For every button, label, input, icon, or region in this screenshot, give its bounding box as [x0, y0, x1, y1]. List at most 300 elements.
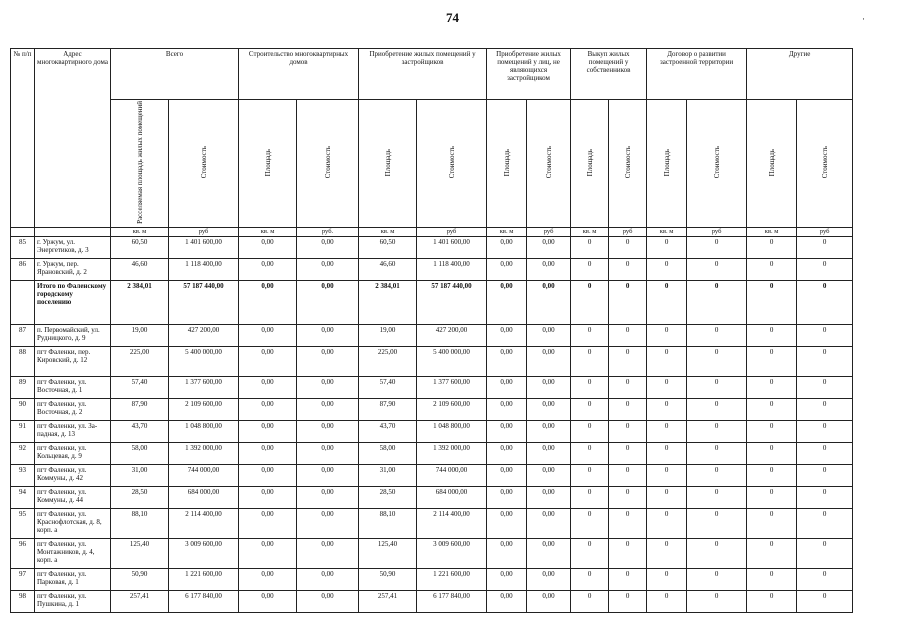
value-cell: 0: [797, 236, 853, 258]
value-cell: 0: [571, 280, 609, 324]
value-cell: 1 048 800,00: [417, 420, 487, 442]
value-cell: 50,90: [359, 568, 417, 590]
value-cell: 0: [647, 258, 687, 280]
group-header-total: Всего: [111, 49, 239, 100]
value-cell: 0: [571, 486, 609, 508]
value-cell: 0,00: [297, 258, 359, 280]
value-cell: 0: [797, 486, 853, 508]
value-cell: 0: [571, 346, 609, 376]
value-cell: 1 377 600,00: [417, 376, 487, 398]
value-cell: 0: [571, 376, 609, 398]
row-address: пгт Фаленки, ул. Парковая, д. 1: [35, 568, 111, 590]
value-cell: 0: [747, 486, 797, 508]
value-cell: 0: [797, 568, 853, 590]
value-cell: 43,70: [111, 420, 169, 442]
total-row: [11, 280, 853, 324]
subheader-cell: [417, 100, 487, 228]
value-cell: 0,00: [487, 346, 527, 376]
value-cell: 0: [609, 420, 647, 442]
value-cell: 0: [747, 420, 797, 442]
unit-cell: руб: [169, 227, 239, 236]
value-cell: 0: [797, 508, 853, 538]
value-cell: 0: [797, 346, 853, 376]
value-cell: 0,00: [297, 324, 359, 346]
value-cell: 0: [647, 376, 687, 398]
value-cell: 0: [687, 324, 747, 346]
table-row: [11, 236, 853, 258]
value-cell: 0,00: [297, 486, 359, 508]
value-cell: 0: [609, 568, 647, 590]
value-cell: 0,00: [527, 486, 571, 508]
table-row: [11, 258, 853, 280]
value-cell: 0: [747, 508, 797, 538]
value-cell: 744 000,00: [417, 464, 487, 486]
value-cell: 0: [609, 486, 647, 508]
value-cell: 0: [797, 280, 853, 324]
unit-cell: кв. м: [239, 227, 297, 236]
value-cell: 0: [571, 464, 609, 486]
group-header-developers: Приобретение жилых помещений у застройщиков: [359, 49, 487, 100]
value-cell: 0: [571, 442, 609, 464]
value-cell: 0,00: [527, 324, 571, 346]
value-cell: 0: [609, 346, 647, 376]
value-cell: 0: [747, 258, 797, 280]
value-cell: 19,00: [359, 324, 417, 346]
unit-cell: руб: [609, 227, 647, 236]
value-cell: 2 384,01: [359, 280, 417, 324]
table-row: [11, 590, 853, 612]
value-cell: 0,00: [239, 442, 297, 464]
row-number: 97: [11, 568, 35, 590]
value-cell: 0: [687, 442, 747, 464]
row-number: 91: [11, 420, 35, 442]
unit-cell-empty: [11, 227, 35, 236]
value-cell: 0: [647, 464, 687, 486]
unit-cell: кв. м: [359, 227, 417, 236]
value-cell: 0: [687, 236, 747, 258]
value-cell: 0: [647, 442, 687, 464]
value-cell: 0,00: [527, 280, 571, 324]
value-cell: 0: [571, 568, 609, 590]
row-number: 86: [11, 258, 35, 280]
value-cell: 0: [797, 590, 853, 612]
value-cell: 6 177 840,00: [417, 590, 487, 612]
row-address: п. Первомайский, ул. Рудницкого, д. 9: [35, 324, 111, 346]
value-cell: 57 187 440,00: [169, 280, 239, 324]
value-cell: 5 400 000,00: [169, 346, 239, 376]
value-cell: 0,00: [487, 236, 527, 258]
value-cell: 0: [797, 376, 853, 398]
value-cell: 0: [747, 398, 797, 420]
group-header-non-developers: Приобретение жилых помещений у лиц, не являющихся застройщиком: [487, 49, 571, 100]
group-header-other: Другие: [747, 49, 853, 100]
subheader-label: Стоимость: [447, 146, 456, 179]
row-number: 85: [11, 236, 35, 258]
row-number: [11, 280, 35, 324]
value-cell: 0: [609, 508, 647, 538]
row-address: пгт Фаленки, ул. Восточная, д. 2: [35, 398, 111, 420]
value-cell: 0: [687, 280, 747, 324]
value-cell: 0,00: [487, 464, 527, 486]
group-header-construction: Строительство многоквартирных домов: [239, 49, 359, 100]
value-cell: 0,00: [487, 442, 527, 464]
value-cell: 744 000,00: [169, 464, 239, 486]
value-cell: 19,00: [111, 324, 169, 346]
value-cell: 0,00: [297, 346, 359, 376]
value-cell: 0: [687, 464, 747, 486]
value-cell: 0,00: [487, 590, 527, 612]
row-address: пгт Фаленки, ул. Коммуны, д. 42: [35, 464, 111, 486]
value-cell: 0,00: [297, 398, 359, 420]
value-cell: 3 009 600,00: [417, 538, 487, 568]
row-number: 94: [11, 486, 35, 508]
value-cell: 1 118 400,00: [169, 258, 239, 280]
row-number: 96: [11, 538, 35, 568]
table-row: [11, 324, 853, 346]
value-cell: 0,00: [297, 442, 359, 464]
value-cell: 0: [609, 236, 647, 258]
value-cell: 0: [571, 398, 609, 420]
subheader-label: Стоимость: [712, 146, 721, 179]
unit-cell: руб.: [297, 227, 359, 236]
value-cell: 0,00: [527, 398, 571, 420]
unit-cell: кв. м: [571, 227, 609, 236]
subheader-label: Стоимость: [820, 146, 829, 179]
value-cell: 0,00: [527, 590, 571, 612]
value-cell: 0: [747, 280, 797, 324]
value-cell: 0,00: [239, 236, 297, 258]
subheader-label: Стоимость: [199, 146, 208, 179]
subheader-cell: [647, 100, 687, 228]
value-cell: 225,00: [359, 346, 417, 376]
value-cell: 0: [647, 508, 687, 538]
row-number: 95: [11, 508, 35, 538]
value-cell: 0: [571, 420, 609, 442]
value-cell: 0: [797, 258, 853, 280]
value-cell: 0,00: [487, 376, 527, 398]
value-cell: 0,00: [527, 258, 571, 280]
value-cell: 31,00: [111, 464, 169, 486]
value-cell: 0,00: [297, 538, 359, 568]
value-cell: 46,60: [359, 258, 417, 280]
value-cell: 0: [647, 590, 687, 612]
value-cell: 0,00: [239, 590, 297, 612]
value-cell: 6 177 840,00: [169, 590, 239, 612]
value-cell: 0,00: [527, 508, 571, 538]
unit-cell: руб: [417, 227, 487, 236]
value-cell: 257,41: [111, 590, 169, 612]
value-cell: 0: [571, 258, 609, 280]
value-cell: 0: [609, 442, 647, 464]
subheader-label: Площадь: [767, 148, 776, 177]
value-cell: 0,00: [297, 508, 359, 538]
unit-cell: кв. м: [111, 227, 169, 236]
subheader-cell: [609, 100, 647, 228]
value-cell: 1 118 400,00: [417, 258, 487, 280]
subheader-cell: [571, 100, 609, 228]
value-cell: 0,00: [297, 280, 359, 324]
value-cell: 0,00: [239, 324, 297, 346]
value-cell: 0,00: [297, 464, 359, 486]
value-cell: 0,00: [487, 508, 527, 538]
value-cell: 0,00: [527, 420, 571, 442]
num-header: № п/п: [11, 49, 35, 228]
page-number: 74: [446, 10, 459, 25]
value-cell: 0,00: [487, 280, 527, 324]
group-header-buyout: Выкуп жилых помещений у собственников: [571, 49, 647, 100]
unit-cell: руб: [797, 227, 853, 236]
value-cell: 87,90: [111, 398, 169, 420]
group-header-territory: Договор о развитии застроенной территории: [647, 49, 747, 100]
value-cell: 88,10: [111, 508, 169, 538]
value-cell: 0: [747, 590, 797, 612]
row-number: 88: [11, 346, 35, 376]
unit-cell: руб: [687, 227, 747, 236]
value-cell: 0: [747, 346, 797, 376]
row-address: пгт Фаленки, ул. Кольцевая, д. 9: [35, 442, 111, 464]
value-cell: 0: [647, 486, 687, 508]
row-address: пгт Фаленки, ул. За-падная, д. 13: [35, 420, 111, 442]
row-address: пгт Фаленки, ул. Пушкина, д. 1: [35, 590, 111, 612]
value-cell: 0: [647, 538, 687, 568]
subheader-label: Площадь: [502, 148, 511, 177]
value-cell: 5 400 000,00: [417, 346, 487, 376]
value-cell: 0: [687, 258, 747, 280]
table-row: [11, 420, 853, 442]
value-cell: 0: [571, 590, 609, 612]
value-cell: 0: [687, 568, 747, 590]
value-cell: 0: [647, 568, 687, 590]
row-number: 90: [11, 398, 35, 420]
value-cell: 0: [647, 398, 687, 420]
value-cell: 1 392 000,00: [169, 442, 239, 464]
value-cell: 0: [609, 464, 647, 486]
value-cell: 0: [647, 324, 687, 346]
value-cell: 60,50: [111, 236, 169, 258]
value-cell: 0: [797, 538, 853, 568]
table-row: [11, 442, 853, 464]
value-cell: 2 384,01: [111, 280, 169, 324]
value-cell: 0: [797, 324, 853, 346]
value-cell: 50,90: [111, 568, 169, 590]
value-cell: 1 048 800,00: [169, 420, 239, 442]
value-cell: 0,00: [297, 568, 359, 590]
value-cell: 1 377 600,00: [169, 376, 239, 398]
row-number: 87: [11, 324, 35, 346]
value-cell: 0,00: [239, 398, 297, 420]
row-number: 89: [11, 376, 35, 398]
value-cell: 0: [609, 376, 647, 398]
value-cell: 1 392 000,00: [417, 442, 487, 464]
value-cell: 0,00: [239, 464, 297, 486]
subheader-label: Площадь: [263, 148, 272, 177]
row-address: пгт Фаленки, пер. Кировский, д. 12: [35, 346, 111, 376]
value-cell: 2 114 400,00: [169, 508, 239, 538]
value-cell: 0: [647, 420, 687, 442]
table-row: [11, 376, 853, 398]
value-cell: 0: [797, 398, 853, 420]
value-cell: 28,50: [111, 486, 169, 508]
value-cell: 3 009 600,00: [169, 538, 239, 568]
value-cell: 0,00: [239, 420, 297, 442]
table-row: [11, 346, 853, 376]
row-address: Итого по Фаленскому городскому поселению: [35, 280, 111, 324]
row-address: пгт Фаленки, ул. Восточная, д. 1: [35, 376, 111, 398]
value-cell: 225,00: [111, 346, 169, 376]
subheader-cell: [297, 100, 359, 228]
value-cell: 0: [747, 324, 797, 346]
value-cell: 0,00: [239, 346, 297, 376]
value-cell: 0,00: [239, 508, 297, 538]
value-cell: 88,10: [359, 508, 417, 538]
value-cell: 58,00: [359, 442, 417, 464]
subheader-cell: [359, 100, 417, 228]
value-cell: 427 200,00: [169, 324, 239, 346]
subheader-label: Стоимость: [623, 146, 632, 179]
value-cell: 0: [647, 280, 687, 324]
value-cell: 427 200,00: [417, 324, 487, 346]
row-number: 93: [11, 464, 35, 486]
subheader-label: Площадь: [383, 148, 392, 177]
value-cell: 0: [571, 324, 609, 346]
value-cell: 0,00: [527, 464, 571, 486]
value-cell: 0,00: [239, 280, 297, 324]
value-cell: 0,00: [297, 236, 359, 258]
corner-mark: ·: [862, 14, 865, 24]
value-cell: 31,00: [359, 464, 417, 486]
value-cell: 0: [797, 442, 853, 464]
row-number: 98: [11, 590, 35, 612]
value-cell: 0: [609, 258, 647, 280]
unit-cell: руб: [527, 227, 571, 236]
subheader-cell: [527, 100, 571, 228]
subheader-cell: [797, 100, 853, 228]
value-cell: 0: [571, 236, 609, 258]
value-cell: 0: [571, 538, 609, 568]
value-cell: 0: [609, 280, 647, 324]
value-cell: 0: [747, 442, 797, 464]
value-cell: 0,00: [487, 258, 527, 280]
value-cell: 0,00: [487, 398, 527, 420]
value-cell: 2 114 400,00: [417, 508, 487, 538]
value-cell: 0,00: [239, 538, 297, 568]
subheader-cell: [687, 100, 747, 228]
value-cell: 0,00: [239, 568, 297, 590]
value-cell: 0: [797, 420, 853, 442]
row-address: пгт Фаленки, ул. Краснофлотская, д. 8, корп. а: [35, 508, 111, 538]
housing-table: [10, 48, 853, 613]
subheader-label: Площадь: [585, 148, 594, 177]
value-cell: 57 187 440,00: [417, 280, 487, 324]
value-cell: 0: [797, 464, 853, 486]
subheader-cell: [747, 100, 797, 228]
value-cell: 0: [687, 398, 747, 420]
value-cell: 0,00: [239, 376, 297, 398]
value-cell: 0,00: [487, 486, 527, 508]
unit-cell: кв. м: [487, 227, 527, 236]
subheader-label: Площадь: [662, 148, 671, 177]
row-address: г. Уржум, ул. Энергетиков, д. 3: [35, 236, 111, 258]
value-cell: 125,40: [359, 538, 417, 568]
value-cell: 0,00: [527, 442, 571, 464]
value-cell: 0,00: [487, 324, 527, 346]
value-cell: 0: [647, 236, 687, 258]
value-cell: 0: [747, 538, 797, 568]
value-cell: 0,00: [527, 568, 571, 590]
value-cell: 60,50: [359, 236, 417, 258]
value-cell: 0,00: [527, 376, 571, 398]
value-cell: 1 221 600,00: [417, 568, 487, 590]
value-cell: 0: [571, 508, 609, 538]
value-cell: 0: [747, 236, 797, 258]
value-cell: 1 401 600,00: [417, 236, 487, 258]
unit-cell: кв. м: [747, 227, 797, 236]
value-cell: 0,00: [297, 420, 359, 442]
value-cell: 684 000,00: [169, 486, 239, 508]
value-cell: 0: [747, 568, 797, 590]
value-cell: 0: [647, 346, 687, 376]
unit-cell: кв. м: [647, 227, 687, 236]
row-address: г. Уржум, пер. Ярановский, д. 2: [35, 258, 111, 280]
value-cell: 257,41: [359, 590, 417, 612]
value-cell: 0,00: [297, 590, 359, 612]
subheader-cell: [111, 100, 169, 228]
subheader-cell: [169, 100, 239, 228]
value-cell: 28,50: [359, 486, 417, 508]
value-cell: 58,00: [111, 442, 169, 464]
value-cell: 0,00: [487, 420, 527, 442]
value-cell: 0: [687, 508, 747, 538]
value-cell: 0: [687, 376, 747, 398]
address-header: Адрес многоквартирного дома: [35, 49, 111, 228]
value-cell: 0,00: [527, 236, 571, 258]
value-cell: 57,40: [111, 376, 169, 398]
value-cell: 0,00: [527, 538, 571, 568]
value-cell: 0: [687, 346, 747, 376]
value-cell: 2 109 600,00: [417, 398, 487, 420]
value-cell: 0: [747, 464, 797, 486]
value-cell: 87,90: [359, 398, 417, 420]
value-cell: 0,00: [487, 568, 527, 590]
subheader-label: Расселяемая площадь жилых помещений: [135, 101, 144, 224]
value-cell: 1 401 600,00: [169, 236, 239, 258]
value-cell: 46,60: [111, 258, 169, 280]
value-cell: 0: [609, 324, 647, 346]
value-cell: 57,40: [359, 376, 417, 398]
row-number: 92: [11, 442, 35, 464]
value-cell: 0,00: [239, 258, 297, 280]
value-cell: 684 000,00: [417, 486, 487, 508]
value-cell: 0,00: [297, 376, 359, 398]
value-cell: 0: [609, 590, 647, 612]
table-row: [11, 486, 853, 508]
value-cell: 0,00: [239, 486, 297, 508]
row-address: пгт Фаленки, ул. Монтажников, д. 4, корп. а: [35, 538, 111, 568]
table-row: [11, 464, 853, 486]
value-cell: 0: [687, 590, 747, 612]
unit-cell-empty: [35, 227, 111, 236]
value-cell: 0: [687, 420, 747, 442]
value-cell: 0: [747, 376, 797, 398]
value-cell: 0: [687, 486, 747, 508]
value-cell: 0: [687, 538, 747, 568]
subheader-label: Стоимость: [544, 146, 553, 179]
table-row: [11, 398, 853, 420]
value-cell: 1 221 600,00: [169, 568, 239, 590]
value-cell: 125,40: [111, 538, 169, 568]
value-cell: 2 109 600,00: [169, 398, 239, 420]
table-row: [11, 568, 853, 590]
